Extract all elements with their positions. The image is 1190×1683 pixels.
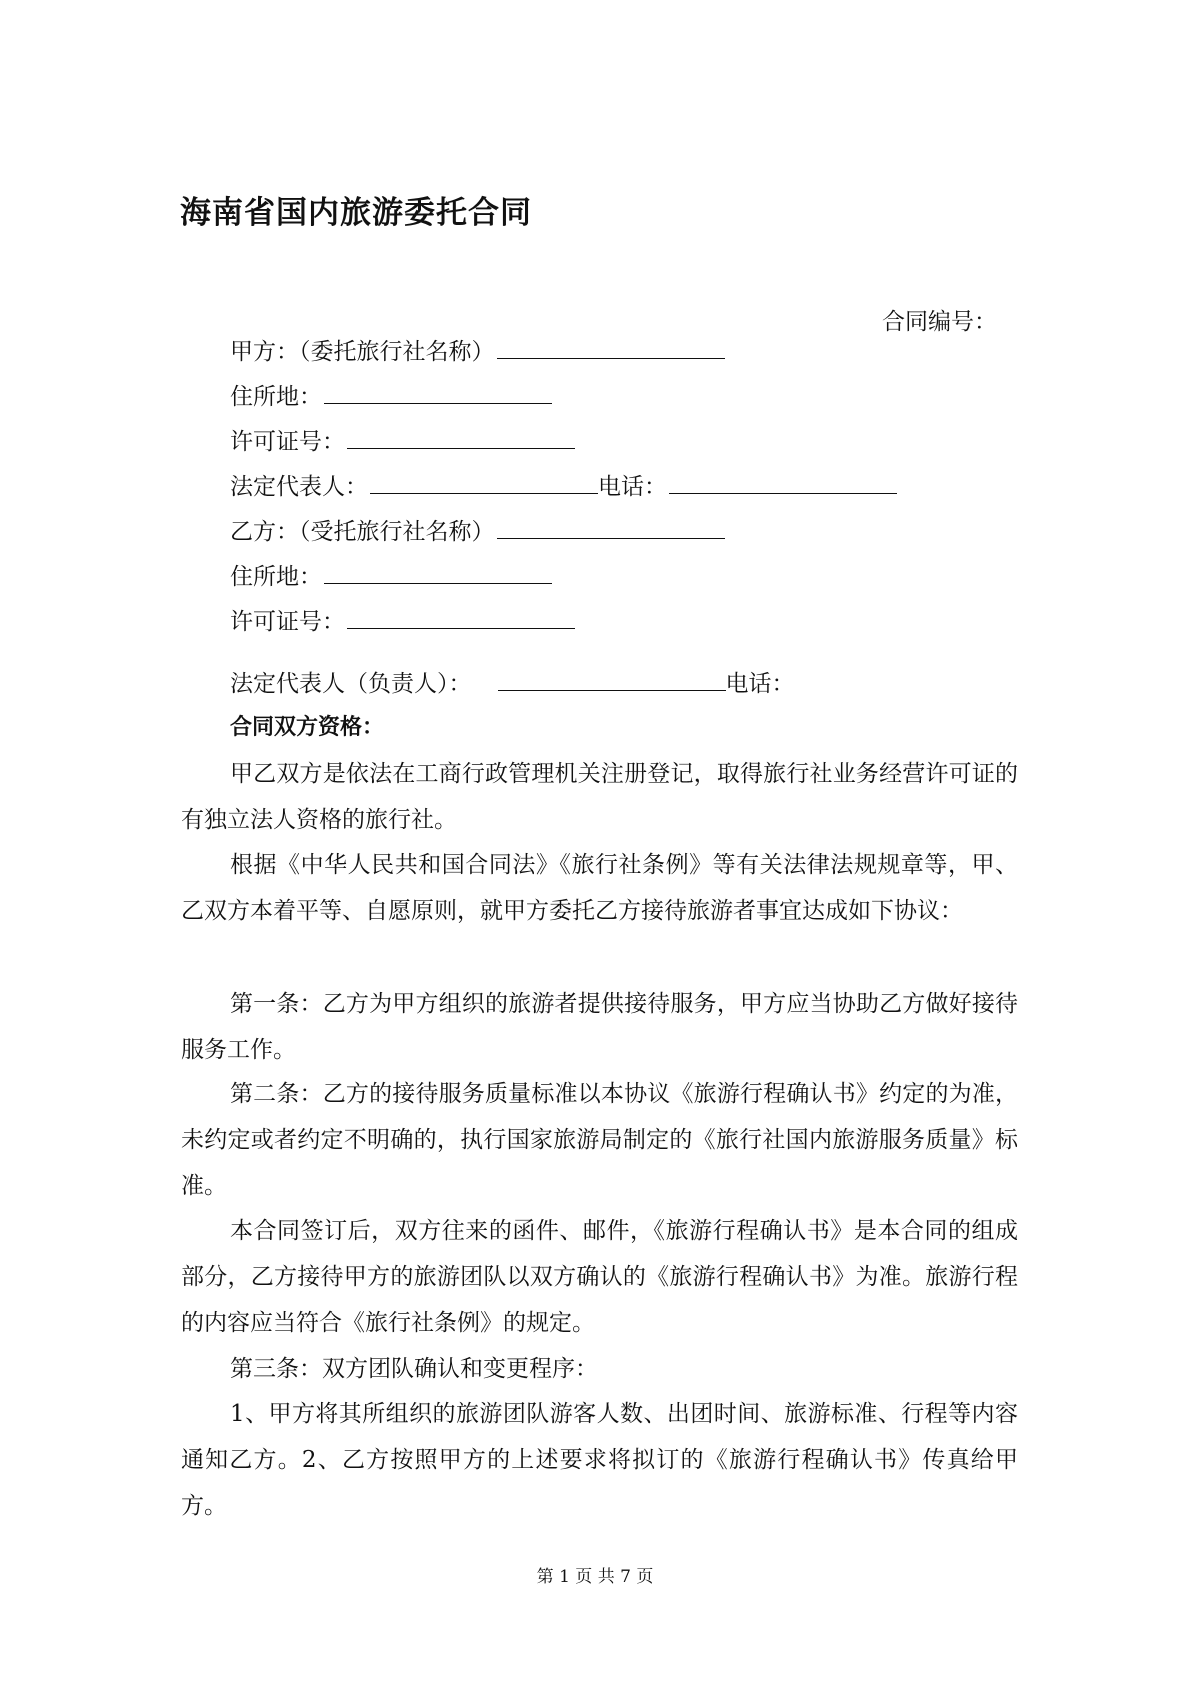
party-a-name-blank	[497, 336, 725, 359]
party-b-name-field	[230, 515, 725, 549]
party-b-address-field	[230, 560, 552, 594]
party-a-license-label: 许可证号：	[230, 429, 345, 455]
party-a-address-blank	[324, 381, 552, 404]
party-b-name-blank	[497, 516, 725, 539]
party-a-name-label: 甲方：（委托旅行社名称）	[230, 339, 495, 365]
paragraph-procedure: 1、甲方将其所组织的旅游团队游客人数、出团时间、旅游标准、行程等内容通知乙方。2、乙方按照甲方的上述要求将拟订的《旅游行程确认书》传真给甲方。	[181, 1401, 1018, 1519]
party-b-address-label: 住所地：	[230, 564, 322, 590]
party-b-name-label: 乙方：（受托旅行社名称）	[230, 519, 495, 545]
party-a-representative-field	[230, 470, 897, 504]
qualification-heading: 合同双方资格：	[230, 715, 385, 740]
party-b-license-field	[230, 605, 575, 639]
party-b-rep-label: 法定代表人（负责人）：	[230, 671, 472, 697]
paragraph-qualification: 甲乙双方是依法在工商行政管理机关注册登记，取得旅行社业务经营许可证的有独立法人资格的旅行社。	[181, 761, 1018, 833]
party-a-rep-blank	[370, 471, 598, 494]
paragraph-article-2: 第二条：乙方的接待服务质量标准以本协议《旅游行程确认书》约定的为准，未约定或者约定不明确的，执行国家旅游局制定的《旅行社国内旅游服务质量》标准。	[181, 1081, 1018, 1199]
page-footer: 第 1 页 共 7 页	[536, 1567, 654, 1587]
paragraph-itinerary: 本合同签订后，双方往来的函件、邮件，《旅游行程确认书》是本合同的组成部分，乙方接待甲方的旅游团队以双方确认的《旅游行程确认书》为准。旅游行程的内容应当符合《旅行社条例》的规定。	[181, 1218, 1018, 1336]
party-a-phone-blank	[669, 471, 897, 494]
document-title: 海南省国内旅游委托合同	[180, 195, 532, 231]
paragraph-article-3: 第三条：双方团队确认和变更程序：	[230, 1356, 598, 1382]
party-b-license-label: 许可证号：	[230, 609, 345, 635]
party-b-phone-label: 电话：	[725, 671, 795, 697]
party-a-name-field	[230, 335, 725, 369]
party-a-address-label: 住所地：	[230, 384, 322, 410]
party-b-license-blank	[347, 606, 575, 629]
party-a-address-field	[230, 380, 552, 414]
party-a-rep-label: 法定代表人：	[230, 474, 368, 500]
party-a-license-blank	[347, 426, 575, 449]
party-b-representative-field	[230, 667, 795, 701]
paragraph-article-1: 第一条：乙方为甲方组织的旅游者提供接待服务，甲方应当协助乙方做好接待服务工作。	[181, 991, 1018, 1063]
contract-number-label: 合同编号：	[882, 309, 997, 335]
party-b-rep-blank	[498, 668, 726, 691]
paragraph-legal-basis: 根据《中华人民共和国合同法》《旅行社条例》等有关法律法规规章等，甲、乙双方本着平等、自愿原则，就甲方委托乙方接待旅游者事宜达成如下协议：	[181, 852, 1018, 924]
party-a-license-field	[230, 425, 575, 459]
party-b-address-blank	[324, 561, 552, 584]
party-a-phone-label: 电话：	[598, 474, 667, 500]
